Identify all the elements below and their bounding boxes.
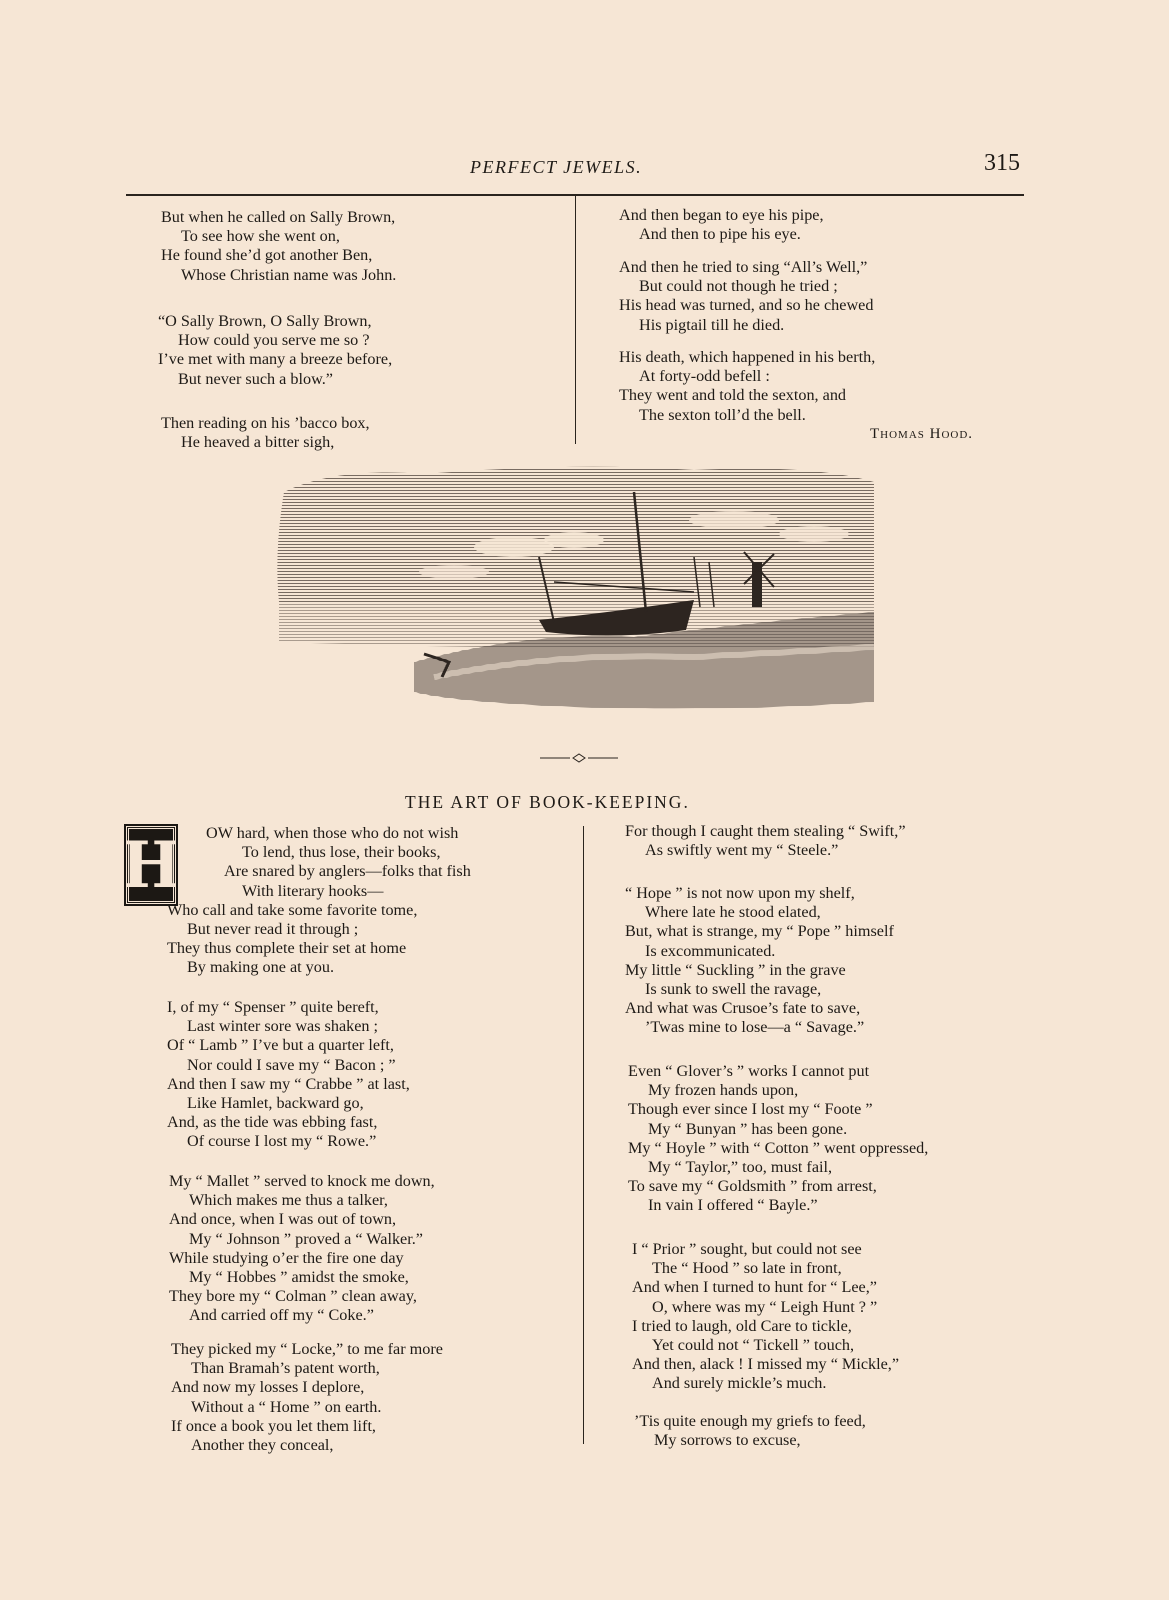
verse-line: Last winter sore was shaken ; [187,1017,379,1036]
verse-line: The sexton toll’d the bell. [639,405,806,424]
poem2-right-stanza-1 [625,822,906,860]
verse-line: Is excommunicated. [645,941,776,960]
verse-line: The “ Hood ” so late in front, [652,1259,842,1278]
verse-line: Is sunk to swell the ravage, [645,980,822,999]
poem-author: Thomas Hood. [870,426,974,442]
verse-line: And surely mickle’s much. [652,1374,827,1393]
verse-line: And then to pipe his eye. [639,225,801,244]
verse-line: If once a book you let them lift, [171,1416,376,1435]
verse-line: They went and told the sexton, and [619,386,847,405]
verse-line: I tried to laugh, old Care to tickle, [632,1316,852,1335]
verse-line: In vain I offered “ Bayle.” [648,1196,818,1215]
verse-line: “O Sally Brown, O Sally Brown, [158,312,372,330]
verse-line: He heaved a bitter sigh, [181,433,335,452]
poem2-left-stanza-1 [167,824,471,978]
verse-line: How could you serve me so ? [178,331,370,350]
poem1-left-stanza-2 [158,312,392,389]
page-number: 315 [984,150,1020,176]
verse-line: But never such a blow.” [178,369,333,388]
verse-line: Of course I lost my “ Rowe.” [187,1132,377,1151]
column-divider [583,826,584,1444]
verse-line: And what was Crusoe’s fate to save, [625,999,861,1018]
verse-line: As swiftly went my “ Steele.” [645,841,839,860]
verse-line: Who call and take some favorite tome, [167,900,418,919]
poem1-right-stanza-3 [619,348,875,425]
running-title: PERFECT JEWELS. [470,157,643,177]
poem2-right-stanza-2 [625,884,894,1038]
verse-line: Which makes me thus a talker, [189,1191,388,1210]
verse-line: OW hard, when those who do not wish [206,824,459,842]
verse-line: Then reading on his ’bacco box, [161,414,370,432]
verse-line: Of “ Lamb ” I’ve but a quarter left, [167,1036,394,1055]
verse-line: And now my losses I deplore, [171,1378,365,1397]
verse-line: My “ Mallet ” served to knock me down, [169,1172,435,1190]
verse-line: At forty-odd befell : [639,367,770,386]
verse-line: But when he called on Sally Brown, [161,208,396,226]
verse-line: His head was turned, and so he chewed [619,296,874,315]
verse-line: Yet could not “ Tickell ” touch, [652,1336,855,1355]
verse-line: They thus complete their set at home [167,939,407,958]
verse-line: But, what is strange, my “ Pope ” himself [625,922,894,941]
verse-line: Nor could I save my “ Bacon ; ” [187,1055,396,1074]
poem2-left-stanza-3 [169,1172,435,1326]
verse-line: And carried off my “ Coke.” [189,1306,374,1325]
verse-line: O, where was my “ Leigh Hunt ? ” [652,1297,878,1316]
poem1-left-stanza-1 [161,208,396,285]
verse-line: My “ Johnson ” proved a “ Walker.” [189,1229,423,1248]
verse-line: For though I caught them stealing “ Swift,” [625,822,906,840]
verse-line: My little “ Suckling ” in the grave [625,960,846,979]
verse-line: And then began to eye his pipe, [619,206,824,224]
drop-cap-initial: H [120,827,182,903]
verse-line: Even “ Glover’s ” works I cannot put [628,1062,870,1080]
verse-line: Without a “ Home ” on earth. [191,1397,382,1416]
poem1-left-stanza-3 [161,414,370,452]
poem2-left-stanza-2 [167,998,410,1152]
seaside-engraving-illustration [274,462,884,718]
verse-line: Though ever since I lost my “ Foote ” [628,1100,873,1119]
section-title: THE ART OF BOOK-KEEPING. [405,792,690,812]
verse-line: Are snared by anglers—folks that fish [224,862,471,881]
verse-line: His pigtail till he died. [639,315,785,334]
verse-line: They bore my “ Colman ” clean away, [169,1287,417,1306]
poem2-right-stanza-3 [628,1062,928,1216]
verse-line: My sorrows to excuse, [654,1431,801,1450]
verse-line: But never read it through ; [187,920,359,939]
verse-line: My “ Hobbes ” amidst the smoke, [189,1268,409,1287]
verse-line: Than Bramah’s patent worth, [191,1359,380,1378]
poem2-right-stanza-4 [632,1240,899,1394]
verse-line: And once, when I was out of town, [169,1210,397,1229]
verse-line: And then he tried to sing “All’s Well,” [619,258,868,276]
verse-line: He found she’d got another Ben, [161,246,373,265]
verse-line: To lend, thus lose, their books, [242,843,441,862]
verse-line: My “ Bunyan ” has been gone. [648,1119,848,1138]
verse-line: By making one at you. [187,958,335,977]
verse-line: I’ve met with many a breeze before, [158,350,393,369]
verse-line: ’Twas mine to lose—a “ Savage.” [645,1018,865,1037]
section-ornament [540,752,618,764]
verse-line: And, as the tide was ebbing fast, [167,1113,378,1132]
verse-line: I “ Prior ” sought, but could not see [632,1240,862,1258]
poem1-right-stanza-1 [619,206,824,244]
verse-line: While studying o’er the fire one day [169,1248,404,1267]
verse-line: But could not though he tried ; [639,277,838,296]
verse-line: Where late he stood elated, [645,903,821,922]
verse-line: And when I turned to hunt for “ Lee,” [632,1278,877,1297]
verse-line: “ Hope ” is not now upon my shelf, [625,884,855,902]
verse-line: His death, which happened in his berth, [619,348,876,366]
verse-line: I, of my “ Spenser ” quite bereft, [167,998,379,1016]
verse-line: To save my “ Goldsmith ” from arrest, [628,1177,877,1196]
verse-line: Whose Christian name was John. [181,265,397,284]
poem2-left-stanza-4 [171,1340,443,1455]
poem2-right-stanza-5 [634,1412,866,1450]
verse-line: Another they conceal, [191,1436,334,1455]
verse-line: My “ Hoyle ” with “ Cotton ” went oppressed, [628,1138,929,1157]
verse-line: My frozen hands upon, [648,1081,799,1100]
verse-line: And then, alack ! I missed my “ Mickle,” [632,1355,900,1374]
verse-line: With literary hooks— [242,881,384,900]
verse-line: And then I saw my “ Crabbe ” at last, [167,1074,410,1093]
column-divider [575,196,576,444]
verse-line: Like Hamlet, backward go, [187,1094,364,1113]
verse-line: To see how she went on, [181,227,340,246]
poem1-right-stanza-2 [619,258,873,335]
verse-line: My “ Taylor,” too, must fail, [648,1158,833,1177]
verse-line: They picked my “ Locke,” to me far more [171,1340,443,1358]
verse-line: ’Tis quite enough my griefs to feed, [634,1412,866,1430]
